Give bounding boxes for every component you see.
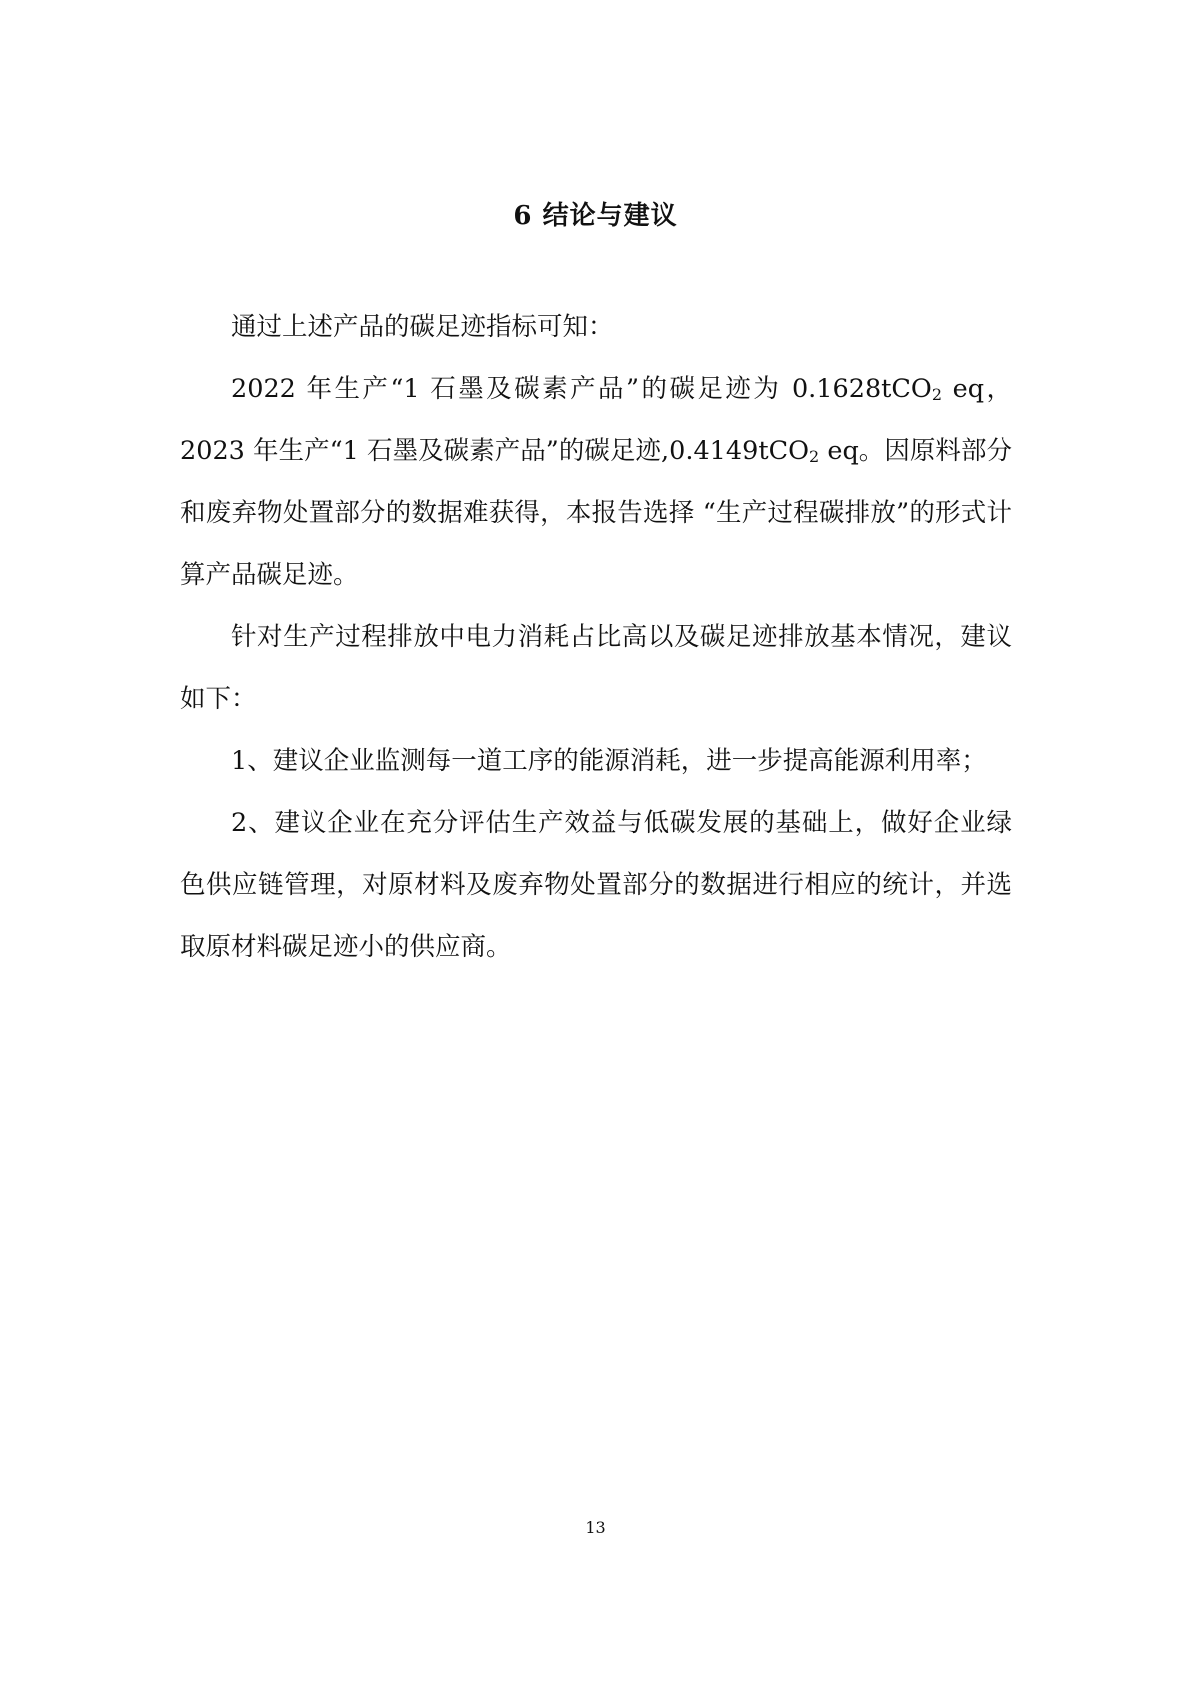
- suggestion-2-paragraph: 2、建议企业在充分评估生产效益与低碳发展的基础上，做好企业绿色供应链管理，对原材料及废弃物处置部分的数据进行相应的统计，并选取原材料碳足迹小的供应商。: [180, 808, 1012, 962]
- lead-in-paragraph: 针对生产过程排放中电力消耗占比高以及碳足迹排放基本情况，建议如下：: [180, 622, 1012, 714]
- result-text-part-1: 2022 年生产“1 石墨及碳素产品”的碳足迹为 0.1628tCO: [231, 374, 932, 404]
- result-text-part-3: eq。因原料部分和废弃物处置部分的数据难获得，本报告选择 “生产过程碳排放”的形式计算产品碳足迹。: [180, 436, 1012, 590]
- co2-subscript-1: 2: [931, 385, 943, 404]
- section-body: [180, 296, 1012, 978]
- co2-subscript-2: 2: [809, 447, 820, 466]
- page-number: 13: [585, 1518, 606, 1537]
- result-paragraph: [180, 358, 1012, 606]
- intro-paragraph: 通过上述产品的碳足迹指标可知：: [231, 312, 614, 342]
- suggestion-1-paragraph: 1、建议企业监测每一道工序的能源消耗，进一步提高能源利用率；: [231, 746, 987, 776]
- result-text-part-2: eq，2023 年生产“1 石墨及碳素产品”的碳足迹,0.4149tCO: [180, 374, 1012, 466]
- section-heading: 6 结论与建议: [513, 201, 678, 231]
